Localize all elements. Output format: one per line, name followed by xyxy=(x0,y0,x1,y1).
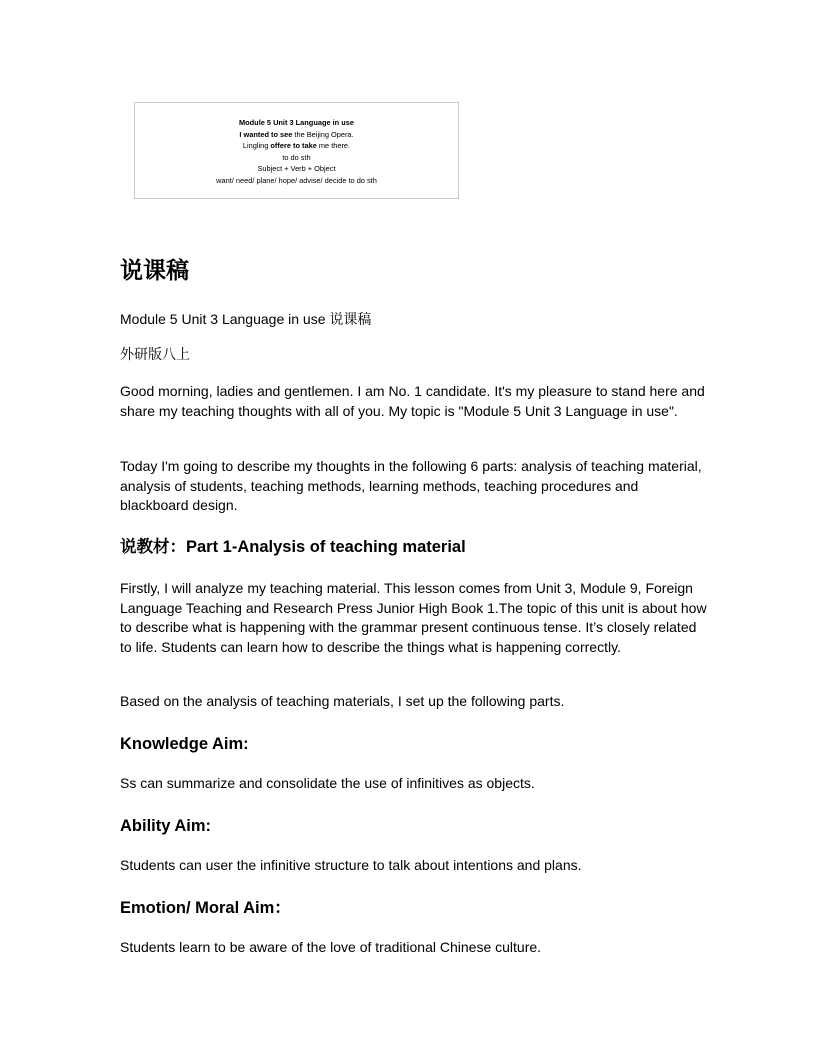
edition-label: 外研版八上 xyxy=(120,346,190,362)
part1-heading: 说教材：Part 1-Analysis of teaching material xyxy=(120,538,466,556)
knowledge-aim-text: Ss can summarize and consolidate the use of infinitives as objects. xyxy=(120,775,535,791)
board-line-3-rest: me there. xyxy=(316,141,351,151)
board-line-2 xyxy=(135,129,458,141)
knowledge-aim-heading: Knowledge Aim: xyxy=(120,735,249,753)
board-line-6: want/ need/ plane/ hope/ advise/ decide to do sth xyxy=(216,175,377,185)
outline-paragraph: Today I'm going to describe my thoughts in the following 6 parts: analysis of teaching material, analysis of students, teaching methods, learning methods, teaching procedures and blackboard design. xyxy=(120,458,702,513)
part1-paragraph: Firstly, I will analyze my teaching material. This lesson comes from Unit 3, Module 9, Foreign Language Teaching and Research Press Junior High Book 1.The topic of this unit is about how to describe what is happening with the grammar present continuous tense. It’s closely related to life. Students can learn how to describe the things what is happening correctly. xyxy=(120,580,707,655)
board-line-2-bold: I wanted to see xyxy=(239,129,293,139)
board-line-3 xyxy=(135,140,458,152)
part1-basis-paragraph: Based on the analysis of teaching materials, I set up the following parts. xyxy=(120,693,565,709)
board-line-title: Module 5 Unit 3 Language in use xyxy=(239,118,354,127)
emotion-aim-heading: Emotion/ Moral Aim： xyxy=(120,899,291,917)
subtitle: Module 5 Unit 3 Language in use 说课稿 xyxy=(120,311,372,327)
emotion-aim-text: Students learn to be aware of the love of traditional Chinese culture. xyxy=(120,939,542,955)
board-line-2-rest: the Beijing Opera. xyxy=(292,129,354,139)
blackboard-design-image xyxy=(134,102,459,199)
board-line-3-pre: Lingling xyxy=(242,141,271,151)
board-line-4: to do sth xyxy=(282,152,311,162)
ability-aim-heading: Ability Aim: xyxy=(120,817,212,835)
page-title: 说课稿 xyxy=(120,257,189,283)
intro-paragraph: Good morning, ladies and gentlemen. I am No. 1 candidate. It's my pleasure to stand here and share my teaching thoughts with all of you. My topic is "Module 5 Unit 3 Language in use". xyxy=(120,383,705,419)
board-line-3-bold: offere to take xyxy=(270,141,317,151)
ability-aim-text: Students can user the infinitive structure to talk about intentions and plans. xyxy=(120,857,582,873)
board-line-5: Subject + Verb + Object xyxy=(257,164,336,174)
